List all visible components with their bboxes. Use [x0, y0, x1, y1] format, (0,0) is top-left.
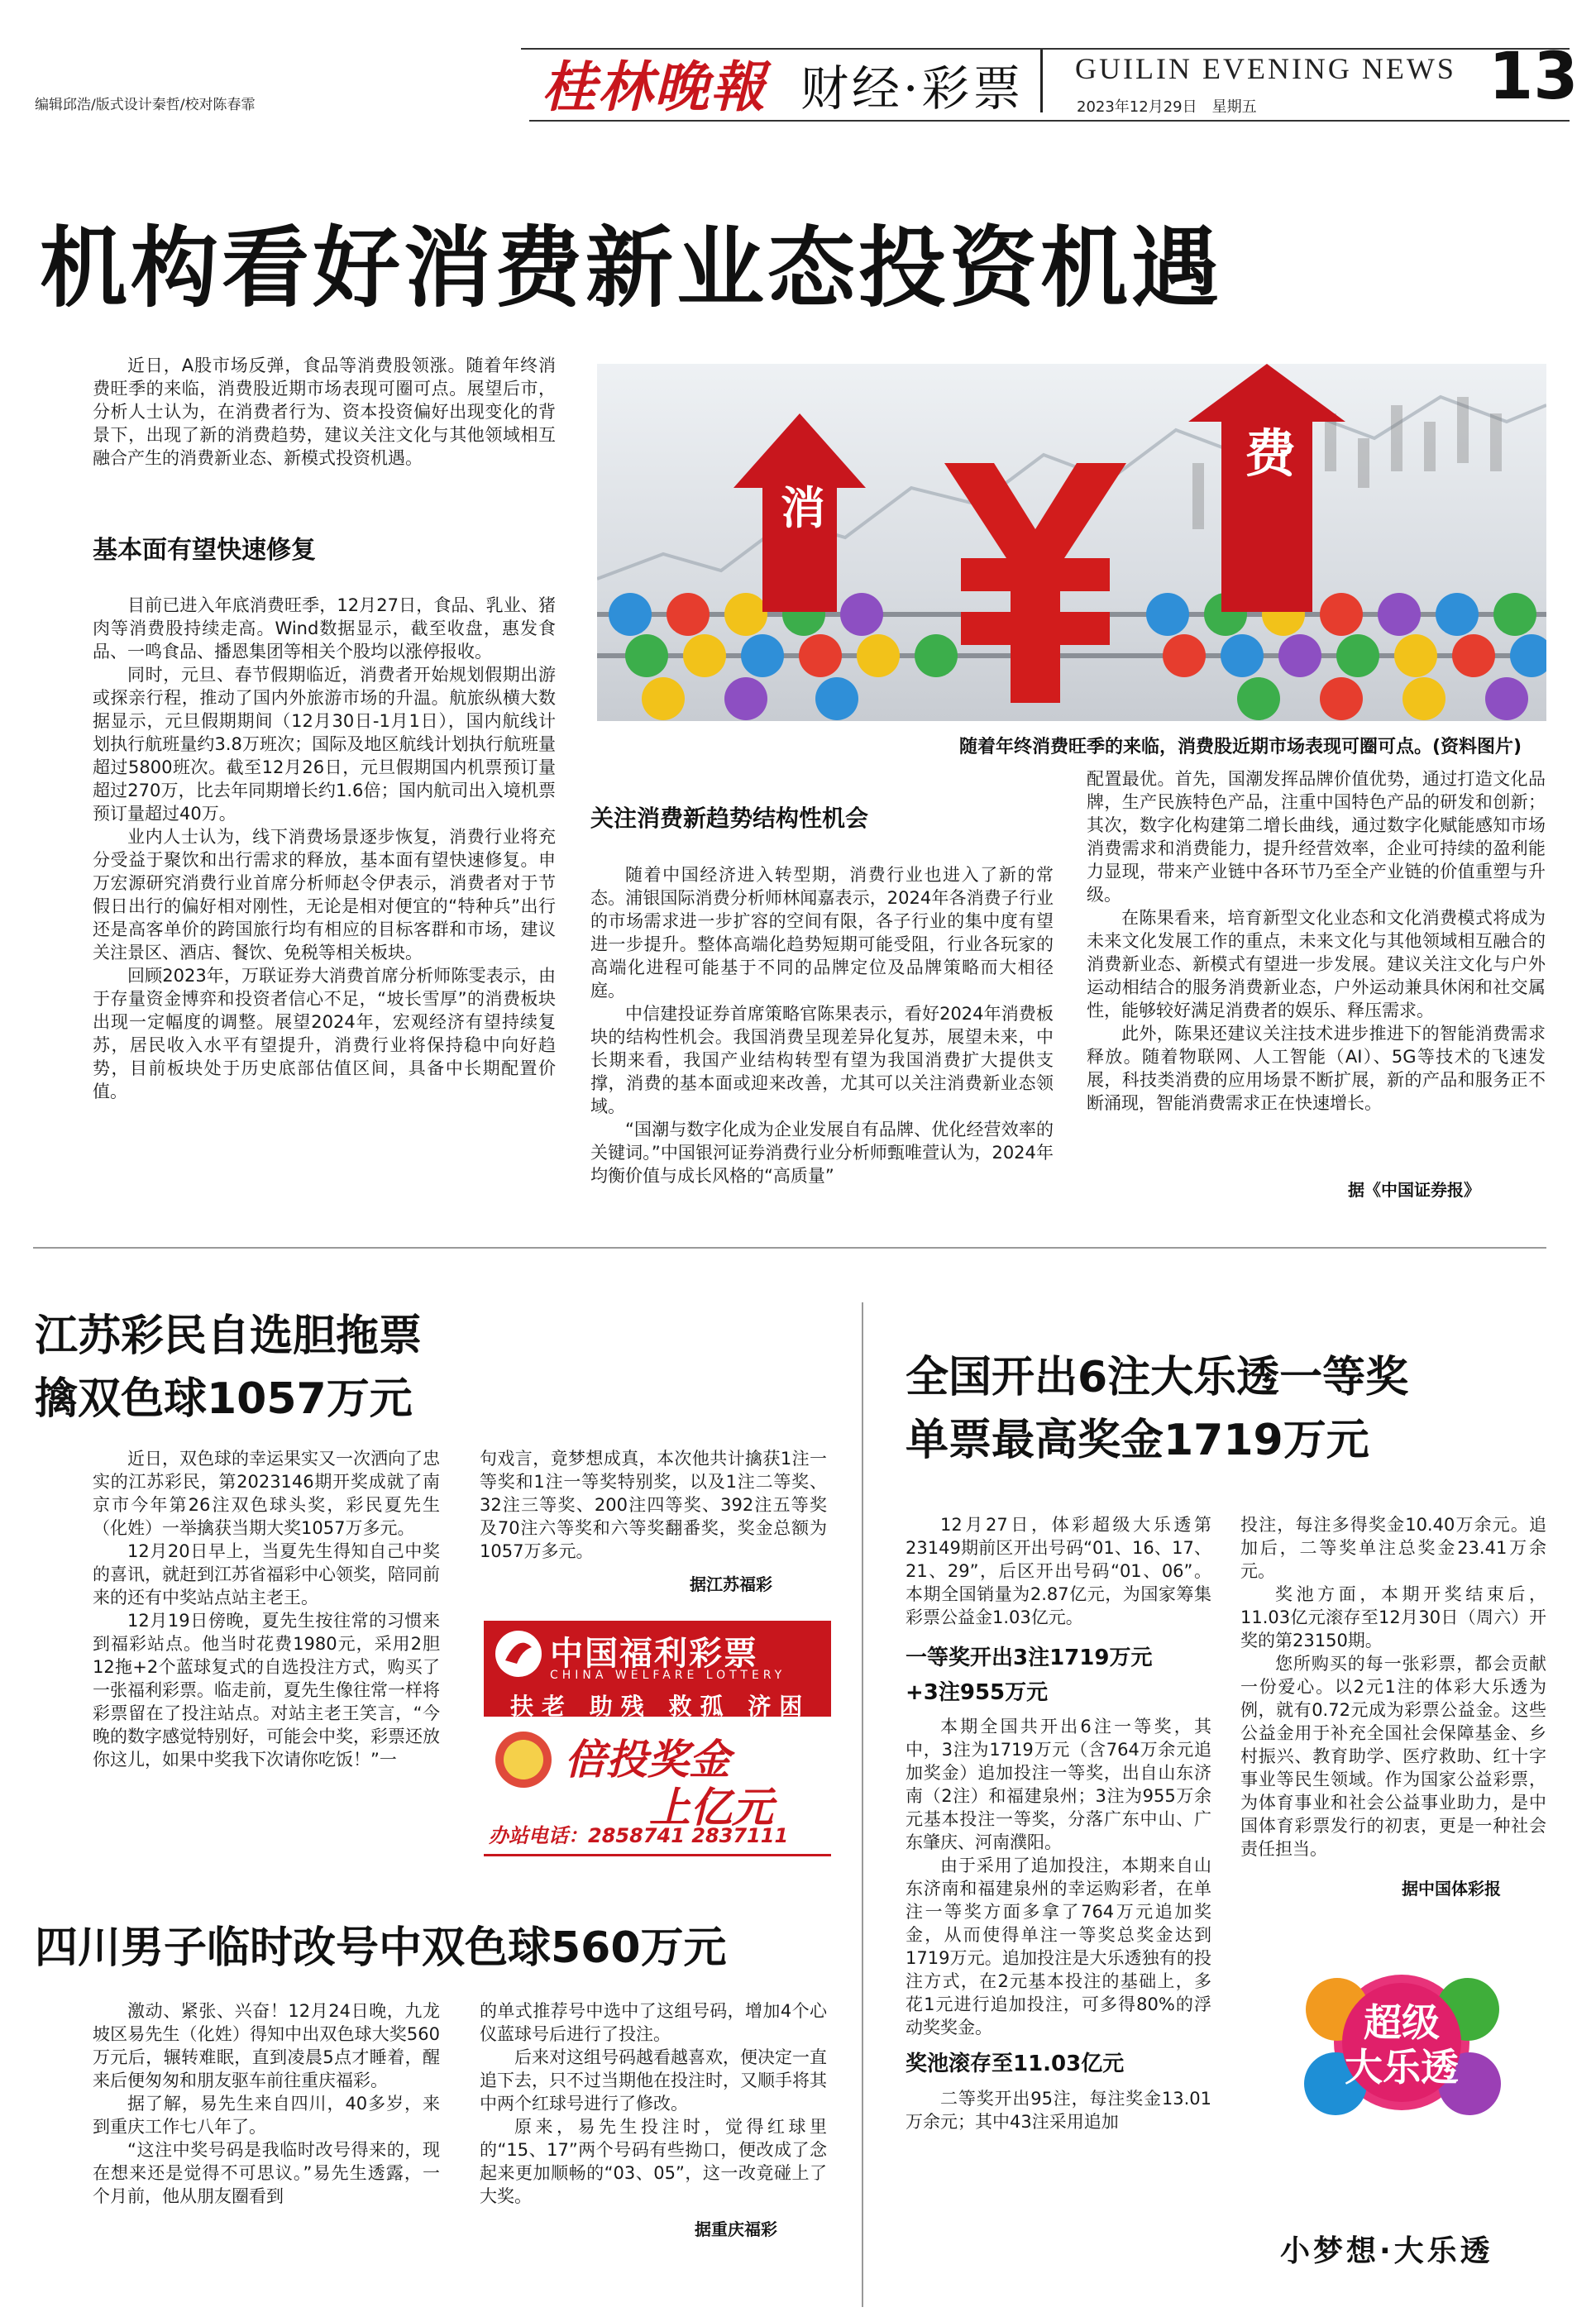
paragraph: 回顾2023年，万联证券大消费首席分析师陈雯表示，由于存量资金博弈和投资者信心不足，“坡长雪厚”的消费板块出现一定幅度的调整。展望2024年，宏观经济有望持续复苏，居民收入水平有望提升，消费行业将保持稳中向好趋势，目前板块处于历史底部估值区间，具备中长期配置价值。 — [93, 966, 556, 1101]
story-b-column-2 — [480, 1999, 827, 2208]
welfare-lottery-logo-icon — [492, 1627, 545, 1680]
paragraph: 在陈果看来，培育新型文化业态和文化消费模式将成为未来文化发展工作的重点，未来文化与其他领域相互融合的消费新业态、新模式有望进一步发展。建议关注文化与户外运动相结合的服务消费新业态，户外运动兼具休闲和社交属性，能够较好满足消费者的娱乐、释压需求。 — [1087, 908, 1546, 1020]
story-a-source: 据江苏福彩 — [690, 1574, 772, 1594]
lead-column-3 — [1087, 767, 1546, 1115]
paragraph: 12月27日，体彩超级大乐透第23149期前区开出号码“01、16、17、21、29”，后区开出号码“01、06”。本期全国销量为2.87亿元，为国家筹集彩票公益金1.03亿元。 — [906, 1515, 1211, 1627]
section-divider — [33, 1247, 1546, 1249]
editor-credits: 编辑邱浩/版式设计秦哲/校对陈春霏 — [35, 97, 256, 113]
headline-line: 擒双色球1057万元 — [35, 1374, 413, 1424]
paragraph: 您所购买的每一张彩票，都会贡献一份爱心。以2元1注的体彩大乐透为例，就有0.72元成为彩票公益金。这些公益金用于补充全国社会保障基金、乡村振兴、教育助学、医疗救助、红十字事业等民生领域。作为国家公益彩票，为体育事业和社会公益事业助力，是中国体育彩票发行的初衷，更是一种社会责任担当。 — [1240, 1654, 1546, 1859]
paragraph: 中信建投证券首席策略官陈果表示，看好2024年消费板块的结构性机会。我国消费呈现差异化复苏，展望未来，中长期来看，我国产业结构转型有望为我国消费扩大提供支撑，消费的基本面或迎来改善，尤其可以关注消费新业态领域。 — [590, 1004, 1054, 1116]
super-lotto-slogan: 小梦想·大乐透 — [1280, 2234, 1493, 2268]
ad-brand-cn: 中国福利彩票 — [550, 1635, 758, 1673]
lead-intro-paragraph: 近日，A股市场反弹，食品等消费股领涨。随着年终消费旺季的来临，消费股近期市场表现可圈可点。展望后市，分析人士认为，在消费者行为、资本投资偏好出现变化的背景下，出现了新的消费趋势，建议关注文化与其他领域相互融合产生的消费新业态、新模式投资机遇。 — [93, 356, 556, 468]
yuan-symbol-icon — [944, 463, 1126, 703]
up-arrow-right-icon — [1188, 364, 1345, 612]
story-c-headline — [906, 1346, 1408, 1472]
story-c-column-1 — [906, 1513, 1211, 2133]
ad-underline — [484, 1854, 831, 1856]
header-bottom-rule — [529, 120, 1570, 122]
paragraph: 由于采用了追加投注，本期来自山东济南和福建泉州的幸运购彩者，在单注一等奖方面多拿了764万元追加奖金，从而使得单注一等奖总奖金达到1719万元。追加投注是大乐透独有的投注方式，在2元基本投注的基础上，多花1元进行追加投注，可多得80%的浮动奖奖金。 — [906, 1856, 1211, 2037]
paragraph: “国潮与数字化成为企业发展自有品牌、优化经营效率的关键词。”中国银河证券消费行业分析师甄唯萱认为，2024年均衡价值与成长风格的“高质量” — [590, 1120, 1054, 1186]
paragraph: 激动、紧张、兴奋！12月24日晚，九龙坡区易先生（化姓）得知中出双色球大奖560万元后，辗转难眠，直到凌晨5点才睡着，醒来后便匆匆和朋友驱车前往重庆福彩。 — [93, 2001, 440, 2090]
image-word-1: 消 — [781, 482, 825, 534]
illustration-graphic — [597, 364, 1546, 721]
paragraph: 后来对这组号码越看越喜欢，便决定一直追下去，只不过当期他在投注时，又顺手将其中两个红球号进行了修改。 — [480, 2047, 827, 2114]
paragraph: 此外，陈果还建议关注技术进步推进下的智能消费需求释放。随着物联网、人工智能（AI）、5G等技术的飞速发展，科技类消费的应用场景不断扩展，新的产品和服务正不断涌现，智能消费需求正在快速增长。 — [1087, 1024, 1546, 1113]
welfare-lottery-ad — [484, 1621, 831, 1865]
section-title: 财经·彩票 — [800, 60, 1025, 117]
ad-phone: 办站电话：2858741 2837111 — [489, 1824, 789, 1847]
lead-column-2 — [590, 863, 1054, 1187]
paragraph: 同时，元旦、春节假期临近，消费者开始规划假期出游或探亲行程，推动了国内外旅游市场的升温。航旅纵横大数据显示，元旦假期期间（12月30日-1月1日），国内航线计划执行航班量约3.8万班次；国际及地区航线计划执行航班量超过5800班次。截至12月26日，元旦假期国内机票预订量超过270万，比去年同期增长约1.6倍；国内航司出入境机票预订量超过40万。 — [93, 665, 556, 824]
ad-banner — [484, 1621, 831, 1720]
story-b-source: 据重庆福彩 — [695, 2219, 777, 2239]
header-separator — [1040, 50, 1043, 112]
ad-slogan: 扶老 助残 救孤 济困 — [510, 1693, 811, 1720]
paragraph: 据了解，易先生来自四川，40多岁，来到重庆工作七八年了。 — [93, 2094, 440, 2137]
lead-source: 据《中国证券报》 — [1348, 1180, 1480, 1200]
lead-subhead-1: 基本面有望快速修复 — [93, 536, 316, 565]
subhead-line: +3注955万元 — [906, 1680, 1049, 1705]
story-c-source: 据中国体彩报 — [1402, 1879, 1501, 1899]
paragraph: 句戏言，竟梦想成真，本次他共计擒获1注一等奖和1注一等奖特别奖，以及1注二等奖、32注三等奖、200注四等奖、392注五等奖及70注六等奖和六等奖翻番奖，奖金总额为1057万多元。 — [480, 1449, 827, 1561]
paragraph: 配置最优。首先，国潮发挥品牌价值优势，通过打造文化品牌，生产民族特色产品，注重中国特色产品的研发和创新；其次，数字化构建第二增长曲线，通过数字化赋能感知市场消费需求和消费能力，提升经营效率，企业可持续的盈利能力显现，带来产业链中各环节乃至全产业链的价值重塑与升级。 — [1087, 769, 1546, 905]
headline-line: 全国开出6注大乐透一等奖 — [906, 1353, 1409, 1402]
image-word-2: 费 — [1245, 423, 1297, 484]
paragraph: 业内人士认为，线下消费场景逐步恢复，消费行业将充分受益于聚饮和出行需求的释放，基本面有望快速修复。申万宏源研究消费行业首席分析师赵令伊表示，消费者对于节假日出行的偏好相对刚性，无论是相对便宜的“特种兵”出行还是高客单价的跨国旅行均有相应的目标客群和市场，建议关注景区、酒店、餐饮、免税等相关板块。 — [93, 827, 556, 963]
paragraph: 本期全国共开出6注一等奖，其中，3注为1719万元（含764万余元追加奖金）追加投注一等奖，出自山东济南（2注）和福建泉州；3注为955万余元基本投注一等奖，分落广东中山、广东肇庆、河南濮阳。 — [906, 1717, 1211, 1852]
logo-text-line-1: 超级 — [1364, 2000, 1440, 2045]
story-a-headline — [35, 1305, 422, 1431]
headline-line: 江苏彩民自选胆拖票 — [35, 1311, 423, 1361]
paragraph: 二等奖开出95注，每注奖金13.01万余元；其中43注采用追加 — [906, 2089, 1211, 2132]
story-b-column-1 — [93, 1999, 440, 2208]
image-caption: 随着年终消费旺季的来临，消费股近期市场表现可圈可点。(资料图片) — [959, 737, 1522, 757]
ad-promo-line-1: 倍投奖金 — [565, 1736, 730, 1784]
story-a-column-1 — [93, 1447, 440, 1771]
headline-line: 单票最高奖金1719万元 — [906, 1416, 1369, 1465]
lead-headline: 机构看好消费新业态投资机遇 — [40, 217, 1222, 319]
consumption-illustration — [597, 364, 1546, 721]
logo-text-line-2: 大乐透 — [1345, 2045, 1459, 2090]
paragraph: 投注，每注多得奖金10.40万余元。追加后，二等奖单注总奖金23.41万余元。 — [1240, 1515, 1546, 1581]
paragraph: 奖池方面，本期开奖结束后，11.03亿元滚存至12月30日（周六）开奖的第23150期。 — [1240, 1584, 1546, 1650]
super-lotto-logo — [1286, 1960, 1517, 2125]
paragraph: 12月20日早上，当夏先生得知自己中奖的喜讯，就赶到江苏省福彩中心领奖，陪同前来的还有中奖站点站主老王。 — [93, 1541, 440, 1607]
paragraph: 的单式推荐号中选中了这组号码，增加4个心仪蓝球号后进行了投注。 — [480, 2001, 827, 2044]
super-lotto-petals-icon — [1286, 1960, 1517, 2125]
subhead-line: 一等奖开出3注1719万元 — [906, 1646, 1153, 1670]
paper-english-name: GUILIN EVENING NEWS — [1075, 52, 1456, 85]
issue-date: 2023年12月29日 星期五 — [1077, 98, 1257, 116]
lead-column-1 — [93, 594, 556, 1103]
story-b-headline: 四川男子临时改号中双色球560万元 — [35, 1923, 727, 1973]
story-c-column-2 — [1240, 1513, 1546, 1861]
story-c-subhead-1 — [906, 1641, 1211, 1710]
paragraph: 目前已进入年底消费旺季，12月27日，食品、乳业、猪肉等消费股持续走高。Wind数据显示，截至收盘，惠发食品、一鸣食品、播恩集团等相关个股均以涨停报收。 — [93, 595, 556, 662]
paragraph: 近日，双色球的幸运果实又一次洒向了忠实的江苏彩民，第2023146期开奖成就了南京市今年第26注双色球头奖，彩民夏先生（化姓）一举擒获当期大奖1057万多元。 — [93, 1449, 440, 1538]
paragraph: 原来，易先生投注时，觉得红球里的“15、17”两个号码有些拗口，便改成了念起来更加顺畅的“03、05”，这一改竟碰上了大奖。 — [480, 2117, 827, 2206]
paragraph: “这注中奖号码是我临时改号得来的，现在想来还是觉得不可思议。”易先生透露，一个月前，他从朋友圈看到 — [93, 2140, 440, 2206]
lead-subhead-2: 关注消费新趋势结构性机会 — [590, 805, 869, 832]
ad-brand-en: CHINA WELFARE LOTTERY — [550, 1669, 786, 1682]
page-number: 13 — [1488, 40, 1579, 114]
column-divider — [862, 1302, 863, 2307]
lead-intro — [93, 354, 556, 470]
paragraph: 12月19日傍晚，夏先生按往常的习惯来到福彩站点。他当时花费1980元，采用2胆12拖+2个蓝球复式的自选投注方式，购买了一张福利彩票。临走前，夏先生像往常一样将彩票留在了投注站点。对站主老王笑言，“今晚的数字感觉特别好，可能会中奖，彩票还放你这儿，如果中奖我下次请你吃饭！”一 — [93, 1611, 440, 1770]
story-a-column-2 — [480, 1447, 827, 1563]
lottery-badge-icon — [490, 1727, 557, 1793]
newspaper-logo: 桂林晚報 — [542, 55, 767, 119]
paragraph: 随着中国经济进入转型期，消费行业也进入了新的常态。浦银国际消费分析师林闻嘉表示，2024年各消费子行业的市场需求进一步扩容的空间有限，各子行业的集中度有望进一步提升。整体高端化趋势短期可能受阻，行业各玩家的高端化进程可能基于不同的品牌定位及品牌策略而大相径庭。 — [590, 865, 1054, 1001]
story-c-subhead-2: 奖池滚存至11.03亿元 — [906, 2052, 1125, 2076]
ad-promo-line-2: 上亿元 — [649, 1784, 773, 1832]
